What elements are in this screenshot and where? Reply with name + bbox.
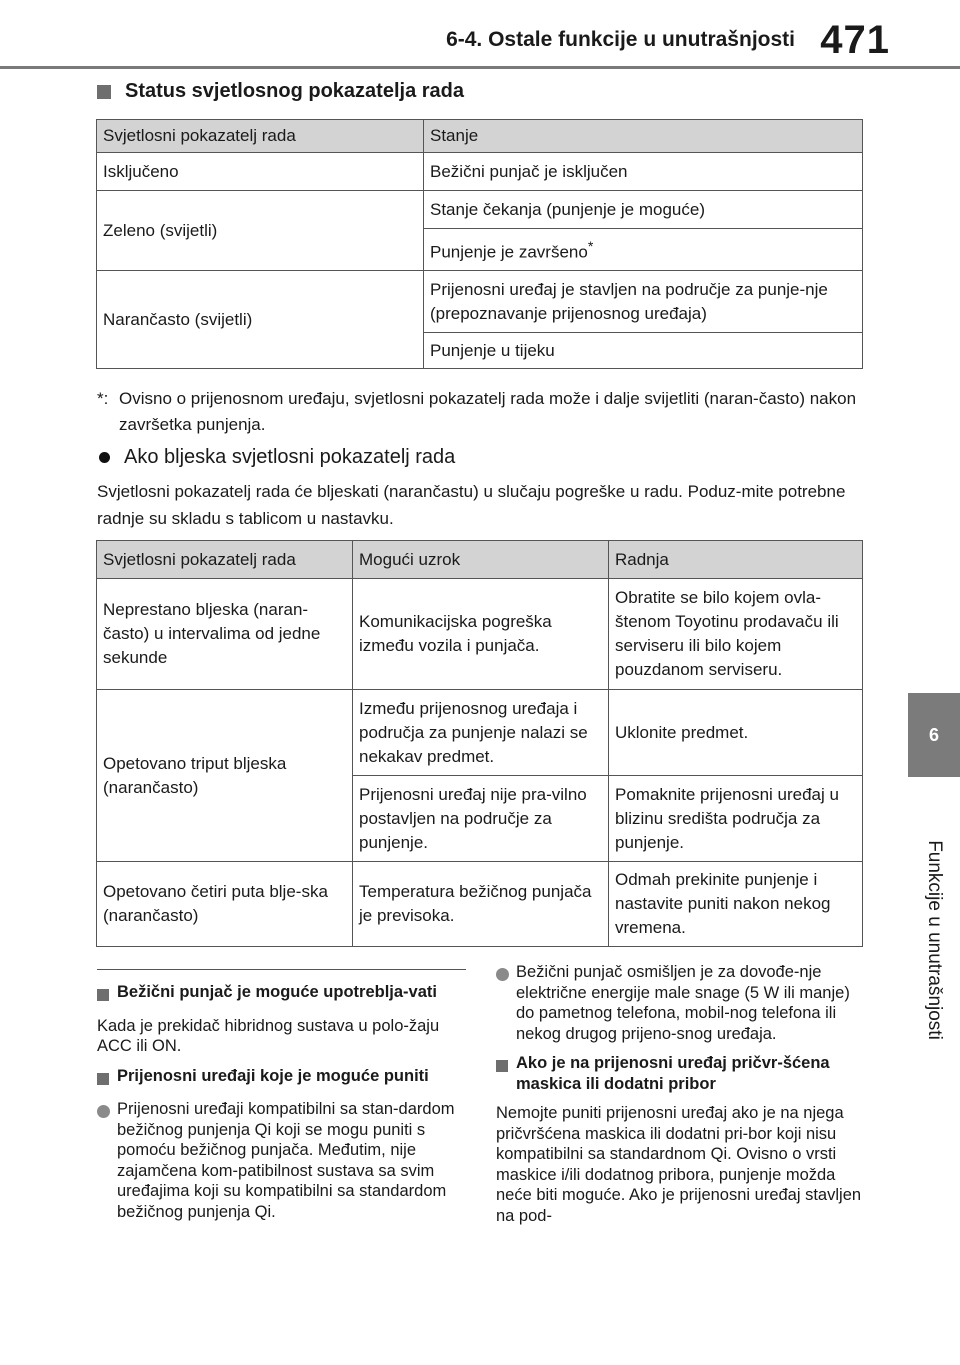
table-header-cell: Mogući uzrok bbox=[353, 541, 609, 579]
table-cell: Narančasto (svijetli) bbox=[97, 271, 424, 369]
chapter-tab: 6 bbox=[908, 693, 960, 777]
table-cell: Bežični punjač je isključen bbox=[424, 153, 863, 191]
table-row bbox=[97, 191, 863, 229]
section-heading-text: Status svjetlosnog pokazatelja rada bbox=[125, 80, 464, 102]
notes-right-column bbox=[496, 962, 868, 1235]
footnote bbox=[97, 386, 867, 438]
note-bullet bbox=[97, 1099, 469, 1222]
table-row bbox=[97, 271, 863, 333]
chapter-title: 6-4. Ostale funkcije u unutrašnjosti bbox=[446, 28, 795, 51]
table-cell: Temperatura bežičnog punjača je previsoka. bbox=[353, 862, 609, 947]
table-row bbox=[97, 153, 863, 191]
note-heading bbox=[496, 1053, 868, 1094]
note-bullet-text: Prijenosni uređaji kompatibilni sa stan-dardom bežičnog punjenja Qi koji se mogu puniti s pomoću bežičnog punjača. Međutim, nije zajamčena kom-patibilnost sustava sa svim uređajima koji su kompatibilni sa standardom bežičnog punjenja Qi. bbox=[117, 1100, 455, 1221]
section-heading-text: Ako bljeska svjetlosni pokazatelj rada bbox=[124, 446, 456, 468]
table-cell bbox=[424, 229, 863, 271]
page-number: 471 bbox=[820, 18, 890, 62]
section-heading-blinking bbox=[99, 446, 455, 469]
table-cell: Između prijenosnog uređaja i područja za punjenje nalazi se nekakav predmet. bbox=[353, 690, 609, 776]
round-bullet-icon bbox=[496, 968, 509, 981]
table-header-cell: Stanje bbox=[424, 120, 863, 153]
table-cell: Zeleno (svijetli) bbox=[97, 191, 424, 271]
header-divider bbox=[0, 66, 960, 69]
table-cell: Isključeno bbox=[97, 153, 424, 191]
square-bullet-icon bbox=[97, 85, 111, 99]
note-bullet-text: Bežični punjač osmišljen je za dovođe-nje električne energije male snage (5 W ili manje) do pametnog telefona, mobil-nog telefona ili nekog drugog prijeno-snog uređaja. bbox=[516, 963, 850, 1043]
table-header-cell: Svjetlosni pokazatelj rada bbox=[97, 541, 353, 579]
round-bullet-icon bbox=[97, 1105, 110, 1118]
table-cell: Komunikacijska pogreška između vozila i punjača. bbox=[353, 579, 609, 690]
note-heading-text: Prijenosni uređaji koje je moguće puniti bbox=[117, 1066, 429, 1085]
square-bullet-icon bbox=[97, 989, 109, 1001]
intro-paragraph: Svjetlosni pokazatelj rada će bljeskati (narančastu) u slučaju pogreške u radu. Poduz-mite potrebne radnje su skladu s tablicom u nastavku. bbox=[97, 482, 846, 528]
status-table bbox=[96, 119, 863, 369]
table-cell: Odmah prekinite punjenje i nastavite puniti nakon nekog vremena. bbox=[609, 862, 863, 947]
section-heading-status bbox=[97, 80, 464, 103]
table-cell: Neprestano bljeska (naran-často) u intervalima od jedne sekunde bbox=[97, 579, 353, 690]
table-cell: Opetovano četiri puta blje-ska (narančasto) bbox=[97, 862, 353, 947]
note-heading bbox=[97, 1066, 469, 1091]
table-cell: Prijenosni uređaj je stavljen na područje za punje-nje (prepoznavanje prijenosnog uređaja) bbox=[424, 271, 863, 333]
round-bullet-icon bbox=[99, 452, 110, 463]
table-header-row bbox=[97, 541, 863, 579]
notes-left-column bbox=[97, 982, 469, 1231]
table-cell: Punjenje u tijeku bbox=[424, 333, 863, 369]
square-bullet-icon bbox=[97, 1073, 109, 1085]
table-row bbox=[97, 690, 863, 776]
table-cell: Obratite se bilo kojem ovla-štenom Toyotinu prodavaču ili serviseru ili bilo kojem pouzdanom serviseru. bbox=[609, 579, 863, 690]
table-cell-text: Punjenje je završeno bbox=[430, 242, 588, 262]
footnote-asterisk: * bbox=[587, 238, 594, 255]
table-cell: Prijenosni uređaj nije pra-vilno postavljen na područje za punjenje. bbox=[353, 776, 609, 862]
table-cell: Stanje čekanja (punjenje je moguće) bbox=[424, 191, 863, 229]
table-cell: Opetovano triput bljeska (narančasto) bbox=[97, 690, 353, 862]
table-row bbox=[97, 579, 863, 690]
table-cell: Pomaknite prijenosni uređaj u blizinu središta područja za punjenje. bbox=[609, 776, 863, 862]
footnote-marker: *: bbox=[97, 389, 109, 408]
note-bullet bbox=[496, 962, 868, 1044]
troubleshooting-table bbox=[96, 540, 863, 947]
table-header-row bbox=[97, 120, 863, 153]
note-heading-text: Bežični punjač je moguće upotreblja-vati bbox=[117, 983, 437, 1001]
footnote-text: Ovisno o prijenosnom uređaju, svjetlosni pokazatelj rada može i dalje svijetliti (naran-často) nakon završetka punjenja. bbox=[119, 389, 857, 434]
table-row bbox=[97, 862, 863, 947]
note-paragraph: Kada je prekidač hibridnog sustava u polo-žaju ACC ili ON. bbox=[97, 1016, 440, 1055]
table-header-cell: Radnja bbox=[609, 541, 863, 579]
chapter-tab-label: Funkcije u unutrašnjosti bbox=[924, 840, 945, 1040]
table-header-cell: Svjetlosni pokazatelj rada bbox=[97, 120, 424, 153]
table-cell: Uklonite predmet. bbox=[609, 690, 863, 776]
note-paragraph: Nemojte puniti prijenosni uređaj ako je na njega pričvršćena maskica ili dodatni pri-bor koji nisu kompatibilni sa standardnom Qi. Ovisno o vrsti maskice i/ili dodatnog pribora, punjenje možda neće biti moguće. Ako je prijenosni uređaj stavljen na pod- bbox=[496, 1104, 862, 1225]
note-heading-text: Ako je na prijenosni uređaj pričvr-šćena maskica ili dodatni pribor bbox=[516, 1054, 830, 1093]
note-heading bbox=[97, 982, 469, 1007]
notes-divider bbox=[97, 969, 466, 970]
square-bullet-icon bbox=[496, 1060, 508, 1072]
